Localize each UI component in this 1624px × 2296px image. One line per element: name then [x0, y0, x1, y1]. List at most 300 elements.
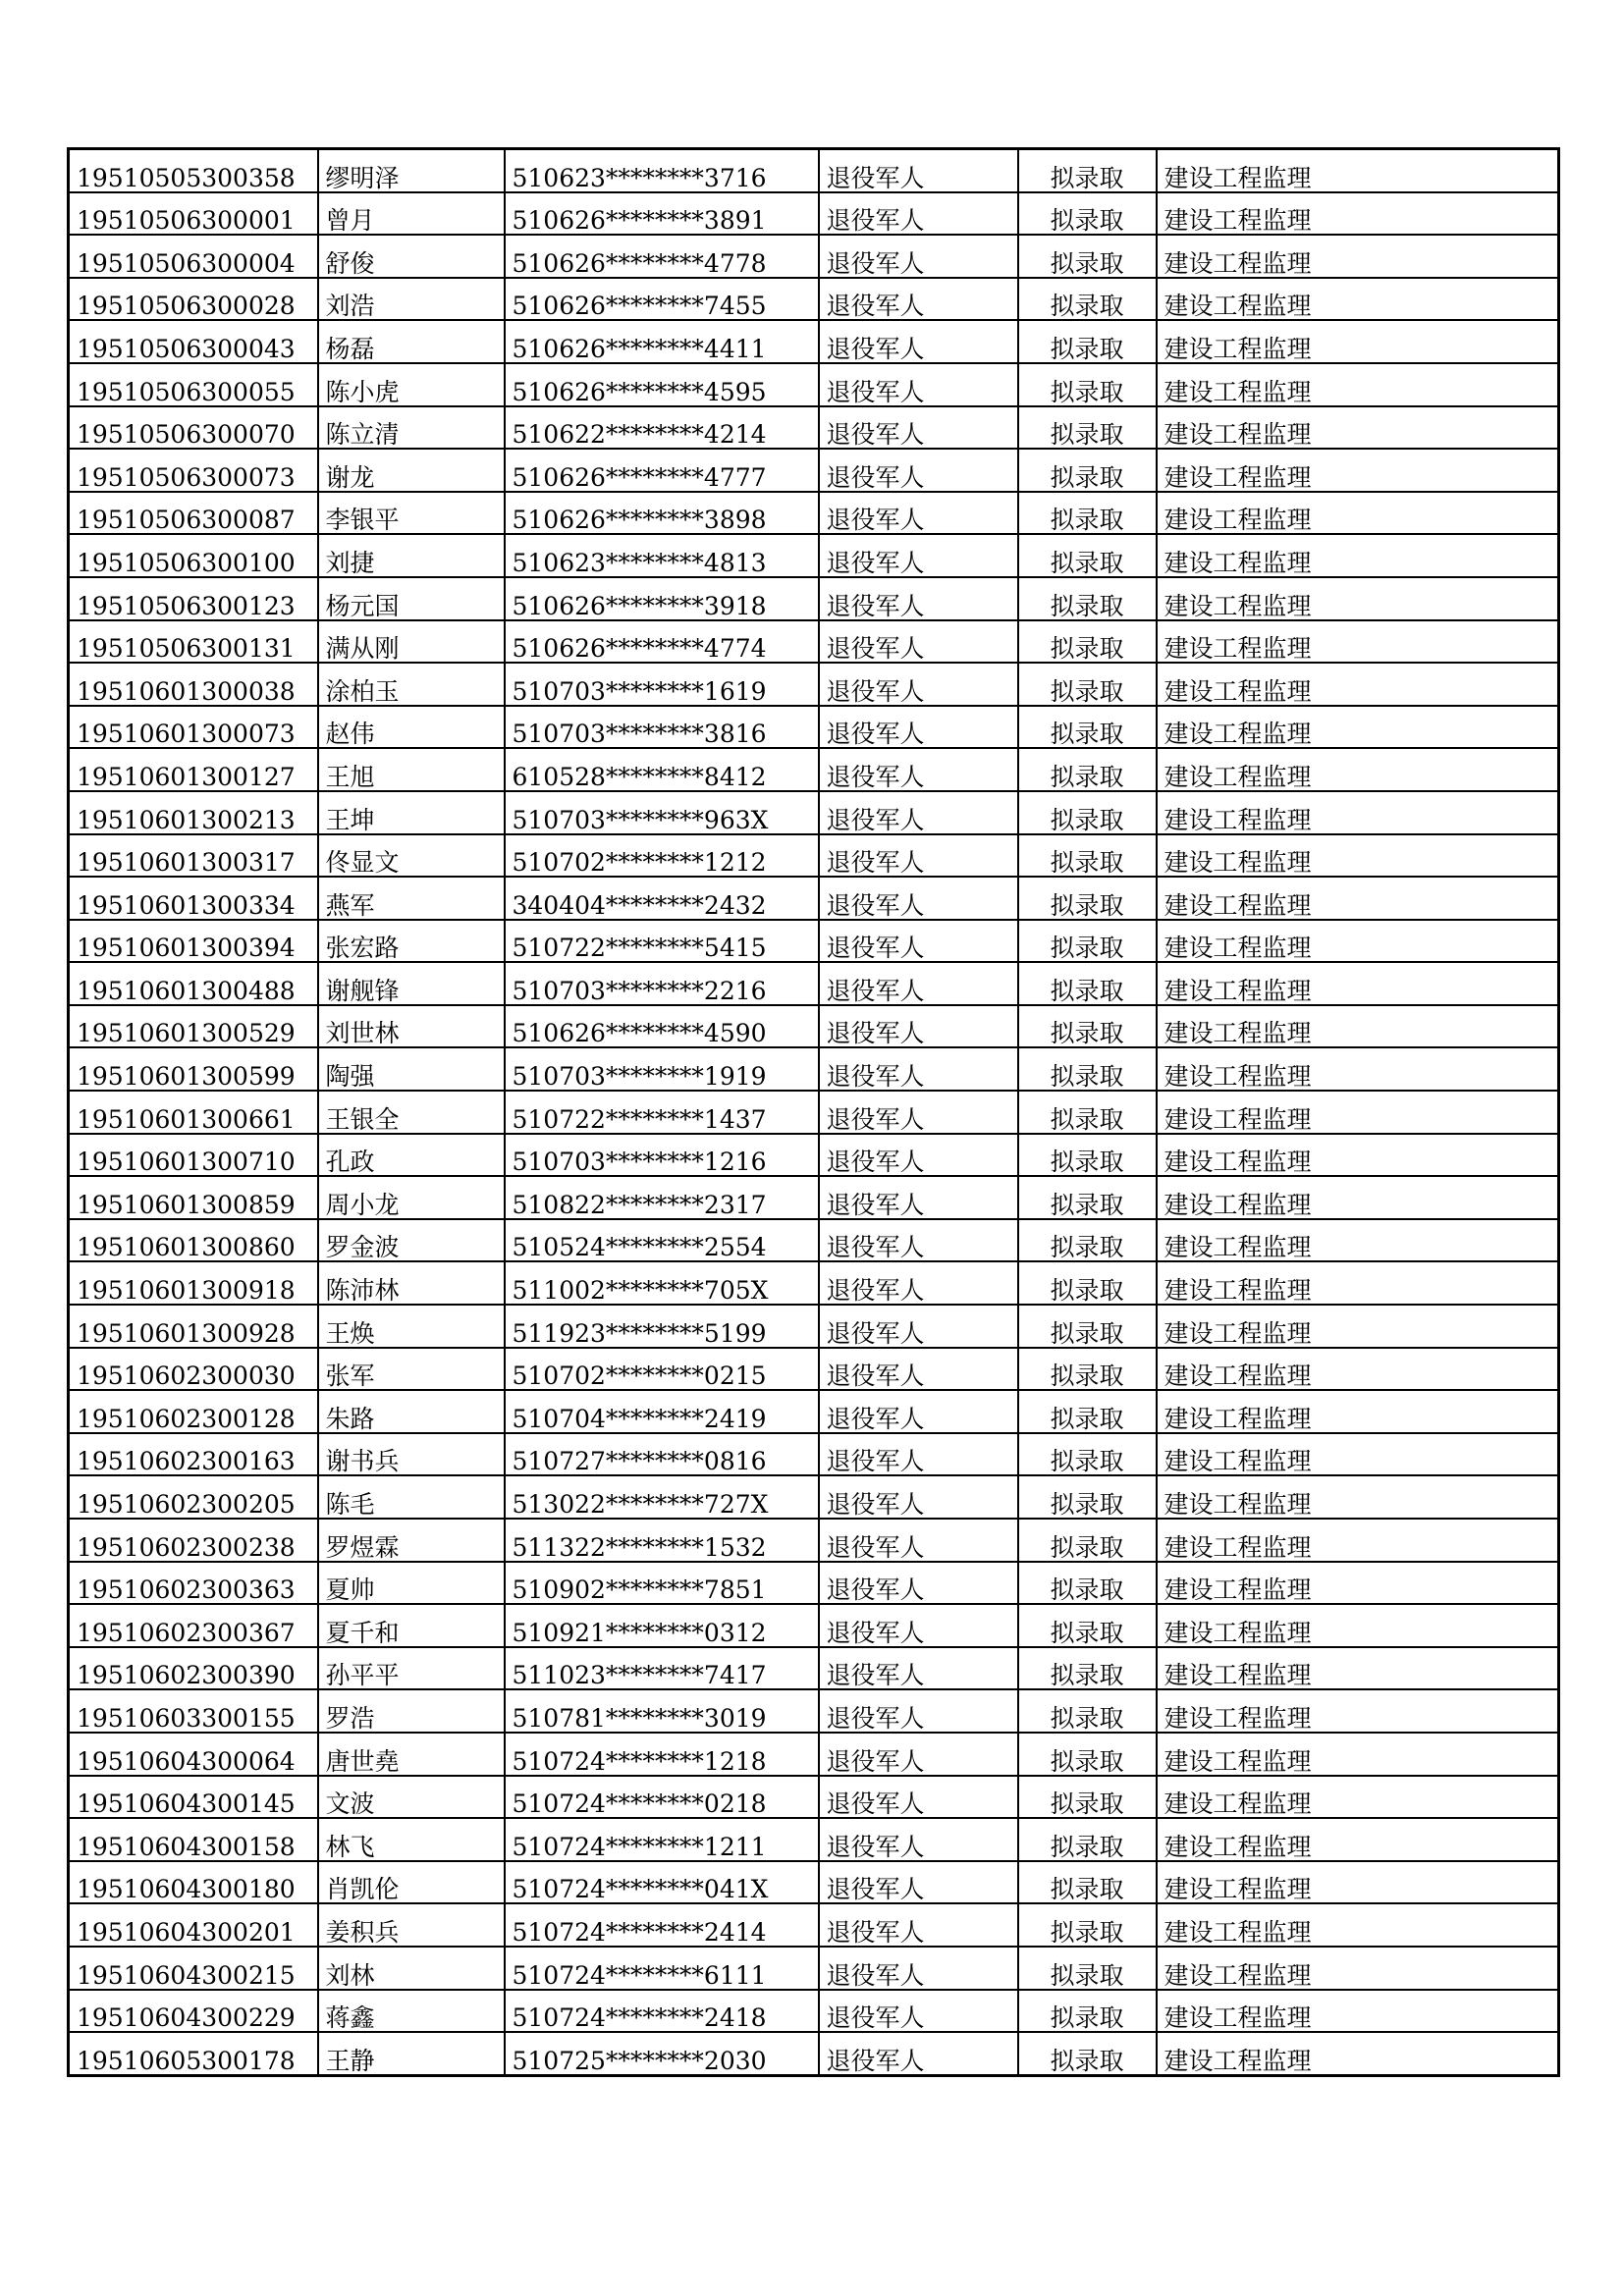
name-cell: 周小龙: [318, 1176, 505, 1219]
status-cell: 拟录取: [1018, 492, 1157, 535]
id-number-cell: 510781********3019: [505, 1689, 819, 1733]
status-cell: 拟录取: [1018, 577, 1157, 620]
id-number-cell: 510703********1619: [505, 663, 819, 706]
major-cell: 建设工程监理: [1157, 1562, 1559, 1605]
exam-number-cell: 19510602300363: [69, 1562, 318, 1605]
table-row: [69, 363, 1559, 406]
status-cell: 拟录取: [1018, 1134, 1157, 1177]
category-cell: 退役军人: [819, 577, 1018, 620]
major-cell: 建设工程监理: [1157, 1219, 1559, 1262]
category-cell: 退役军人: [819, 492, 1018, 535]
category-cell: 退役军人: [819, 1818, 1018, 1861]
name-cell: 刘浩: [318, 278, 505, 321]
table-row: [69, 1903, 1559, 1947]
table-row: [69, 1348, 1559, 1391]
exam-number-cell: 19510604300158: [69, 1818, 318, 1861]
id-number-cell: 510626********7455: [505, 278, 819, 321]
table-row: [69, 492, 1559, 535]
name-cell: 夏千和: [318, 1604, 505, 1647]
name-cell: 王银全: [318, 1091, 505, 1134]
status-cell: 拟录取: [1018, 278, 1157, 321]
table-row: [69, 278, 1559, 321]
major-cell: 建设工程监理: [1157, 663, 1559, 706]
category-cell: 退役军人: [819, 620, 1018, 664]
name-cell: 王静: [318, 2032, 505, 2075]
table-row: [69, 1947, 1559, 1990]
name-cell: 李银平: [318, 492, 505, 535]
name-cell: 燕军: [318, 877, 505, 920]
table-row: [69, 962, 1559, 1005]
id-number-cell: 510724********2418: [505, 1990, 819, 2033]
category-cell: 退役军人: [819, 278, 1018, 321]
name-cell: 夏帅: [318, 1562, 505, 1605]
status-cell: 拟录取: [1018, 1947, 1157, 1990]
id-number-cell: 510724********2414: [505, 1903, 819, 1947]
status-cell: 拟录取: [1018, 235, 1157, 278]
exam-number-cell: 19510601300488: [69, 962, 318, 1005]
exam-number-cell: 19510601300317: [69, 834, 318, 878]
major-cell: 建设工程监理: [1157, 1005, 1559, 1048]
id-number-cell: 511002********705X: [505, 1261, 819, 1305]
exam-number-cell: 19510601300599: [69, 1047, 318, 1091]
major-cell: 建设工程监理: [1157, 1776, 1559, 1819]
table-row: [69, 1219, 1559, 1262]
table-row: [69, 2032, 1559, 2075]
category-cell: 退役军人: [819, 1475, 1018, 1519]
table-row: [69, 192, 1559, 236]
category-cell: 退役军人: [819, 1047, 1018, 1091]
status-cell: 拟录取: [1018, 877, 1157, 920]
status-cell: 拟录取: [1018, 1433, 1157, 1476]
id-number-cell: 510623********3716: [505, 149, 819, 192]
category-cell: 退役军人: [819, 363, 1018, 406]
status-cell: 拟录取: [1018, 192, 1157, 236]
id-number-cell: 510623********4813: [505, 534, 819, 577]
major-cell: 建设工程监理: [1157, 1947, 1559, 1990]
id-number-cell: 513022********727X: [505, 1475, 819, 1519]
exam-number-cell: 19510506300004: [69, 235, 318, 278]
name-cell: 刘世林: [318, 1005, 505, 1048]
exam-number-cell: 19510602300030: [69, 1348, 318, 1391]
status-cell: 拟录取: [1018, 663, 1157, 706]
exam-number-cell: 19510604300201: [69, 1903, 318, 1947]
category-cell: 退役军人: [819, 1433, 1018, 1476]
name-cell: 张军: [318, 1348, 505, 1391]
table-row: [69, 1647, 1559, 1690]
id-number-cell: 510626********4595: [505, 363, 819, 406]
exam-number-cell: 19510604300215: [69, 1947, 318, 1990]
table-row: [69, 620, 1559, 664]
table-row: [69, 1047, 1559, 1091]
table-row: [69, 1519, 1559, 1562]
exam-number-cell: 19510602300390: [69, 1647, 318, 1690]
table-row: [69, 1261, 1559, 1305]
name-cell: 唐世堯: [318, 1733, 505, 1776]
table-row: [69, 1818, 1559, 1861]
name-cell: 刘捷: [318, 534, 505, 577]
status-cell: 拟录取: [1018, 1475, 1157, 1519]
status-cell: 拟录取: [1018, 1689, 1157, 1733]
exam-number-cell: 19510604300145: [69, 1776, 318, 1819]
table-row: [69, 320, 1559, 363]
status-cell: 拟录取: [1018, 962, 1157, 1005]
exam-number-cell: 19510506300055: [69, 363, 318, 406]
name-cell: 谢书兵: [318, 1433, 505, 1476]
status-cell: 拟录取: [1018, 1818, 1157, 1861]
name-cell: 陈毛: [318, 1475, 505, 1519]
id-number-cell: 510725********2030: [505, 2032, 819, 2075]
category-cell: 退役军人: [819, 1348, 1018, 1391]
table-row: [69, 1861, 1559, 1904]
name-cell: 谢龙: [318, 449, 505, 492]
id-number-cell: 510626********4590: [505, 1005, 819, 1048]
name-cell: 杨元国: [318, 577, 505, 620]
status-cell: 拟录取: [1018, 1047, 1157, 1091]
table-row: [69, 1433, 1559, 1476]
status-cell: 拟录取: [1018, 2032, 1157, 2075]
id-number-cell: 510724********1218: [505, 1733, 819, 1776]
id-number-cell: 510626********3891: [505, 192, 819, 236]
name-cell: 朱路: [318, 1390, 505, 1433]
status-cell: 拟录取: [1018, 449, 1157, 492]
table-row: [69, 1733, 1559, 1776]
status-cell: 拟录取: [1018, 1176, 1157, 1219]
id-number-cell: 510702********0215: [505, 1348, 819, 1391]
major-cell: 建设工程监理: [1157, 1047, 1559, 1091]
status-cell: 拟录取: [1018, 1733, 1157, 1776]
status-cell: 拟录取: [1018, 1776, 1157, 1819]
major-cell: 建设工程监理: [1157, 1134, 1559, 1177]
id-number-cell: 510822********2317: [505, 1176, 819, 1219]
admission-list-body: [69, 149, 1559, 2076]
category-cell: 退役军人: [819, 1861, 1018, 1904]
exam-number-cell: 19510601300918: [69, 1261, 318, 1305]
id-number-cell: 510703********1919: [505, 1047, 819, 1091]
table-row: [69, 406, 1559, 450]
name-cell: 赵伟: [318, 706, 505, 749]
table-row: [69, 791, 1559, 834]
id-number-cell: 510703********2216: [505, 962, 819, 1005]
category-cell: 退役军人: [819, 149, 1018, 192]
name-cell: 缪明泽: [318, 149, 505, 192]
major-cell: 建设工程监理: [1157, 1990, 1559, 2033]
table-row: [69, 834, 1559, 878]
status-cell: 拟录取: [1018, 1990, 1157, 2033]
name-cell: 陈立清: [318, 406, 505, 450]
exam-number-cell: 19510601300661: [69, 1091, 318, 1134]
major-cell: 建设工程监理: [1157, 1305, 1559, 1348]
table-row: [69, 1134, 1559, 1177]
name-cell: 王旭: [318, 748, 505, 791]
id-number-cell: 510722********5415: [505, 920, 819, 963]
exam-number-cell: 19510601300213: [69, 791, 318, 834]
major-cell: 建设工程监理: [1157, 1647, 1559, 1690]
id-number-cell: 340404********2432: [505, 877, 819, 920]
category-cell: 退役军人: [819, 877, 1018, 920]
major-cell: 建设工程监理: [1157, 1433, 1559, 1476]
name-cell: 涂柏玉: [318, 663, 505, 706]
name-cell: 罗煜霖: [318, 1519, 505, 1562]
status-cell: 拟录取: [1018, 1390, 1157, 1433]
category-cell: 退役军人: [819, 1261, 1018, 1305]
name-cell: 陈小虎: [318, 363, 505, 406]
table-row: [69, 1390, 1559, 1433]
name-cell: 罗浩: [318, 1689, 505, 1733]
id-number-cell: 510626********3898: [505, 492, 819, 535]
major-cell: 建设工程监理: [1157, 492, 1559, 535]
table-row: [69, 920, 1559, 963]
id-number-cell: 510626********4774: [505, 620, 819, 664]
id-number-cell: 510703********963X: [505, 791, 819, 834]
table-row: [69, 149, 1559, 192]
category-cell: 退役军人: [819, 1091, 1018, 1134]
category-cell: 退役军人: [819, 1647, 1018, 1690]
name-cell: 舒俊: [318, 235, 505, 278]
major-cell: 建设工程监理: [1157, 1091, 1559, 1134]
exam-number-cell: 19510601300127: [69, 748, 318, 791]
category-cell: 退役军人: [819, 1903, 1018, 1947]
status-cell: 拟录取: [1018, 1562, 1157, 1605]
major-cell: 建设工程监理: [1157, 577, 1559, 620]
category-cell: 退役军人: [819, 1604, 1018, 1647]
major-cell: 建设工程监理: [1157, 962, 1559, 1005]
exam-number-cell: 19510601300928: [69, 1305, 318, 1348]
category-cell: 退役军人: [819, 920, 1018, 963]
major-cell: 建设工程监理: [1157, 706, 1559, 749]
id-number-cell: 510626********4411: [505, 320, 819, 363]
category-cell: 退役军人: [819, 449, 1018, 492]
name-cell: 曾月: [318, 192, 505, 236]
table-row: [69, 1562, 1559, 1605]
category-cell: 退役军人: [819, 1776, 1018, 1819]
major-cell: 建设工程监理: [1157, 1348, 1559, 1391]
id-number-cell: 510902********7851: [505, 1562, 819, 1605]
name-cell: 蒋鑫: [318, 1990, 505, 2033]
status-cell: 拟录取: [1018, 1305, 1157, 1348]
id-number-cell: 510724********6111: [505, 1947, 819, 1990]
exam-number-cell: 19510604300064: [69, 1733, 318, 1776]
name-cell: 张宏路: [318, 920, 505, 963]
major-cell: 建设工程监理: [1157, 920, 1559, 963]
major-cell: 建设工程监理: [1157, 1818, 1559, 1861]
id-number-cell: 510724********0218: [505, 1776, 819, 1819]
major-cell: 建设工程监理: [1157, 1475, 1559, 1519]
exam-number-cell: 19510602300367: [69, 1604, 318, 1647]
status-cell: 拟录取: [1018, 1519, 1157, 1562]
table-row: [69, 235, 1559, 278]
name-cell: 刘林: [318, 1947, 505, 1990]
major-cell: 建设工程监理: [1157, 363, 1559, 406]
major-cell: 建设工程监理: [1157, 406, 1559, 450]
name-cell: 孙平平: [318, 1647, 505, 1690]
status-cell: 拟录取: [1018, 1219, 1157, 1262]
name-cell: 王坤: [318, 791, 505, 834]
category-cell: 退役军人: [819, 1519, 1018, 1562]
exam-number-cell: 19510602300163: [69, 1433, 318, 1476]
table-row: [69, 748, 1559, 791]
exam-number-cell: 19510604300229: [69, 1990, 318, 2033]
id-number-cell: 510702********1212: [505, 834, 819, 878]
name-cell: 陶强: [318, 1047, 505, 1091]
category-cell: 退役军人: [819, 1733, 1018, 1776]
name-cell: 文波: [318, 1776, 505, 1819]
major-cell: 建设工程监理: [1157, 834, 1559, 878]
id-number-cell: 510524********2554: [505, 1219, 819, 1262]
exam-number-cell: 19510601300038: [69, 663, 318, 706]
major-cell: 建设工程监理: [1157, 748, 1559, 791]
name-cell: 谢舰锋: [318, 962, 505, 1005]
id-number-cell: 511023********7417: [505, 1647, 819, 1690]
category-cell: 退役军人: [819, 1390, 1018, 1433]
status-cell: 拟录取: [1018, 791, 1157, 834]
exam-number-cell: 19510602300128: [69, 1390, 318, 1433]
category-cell: 退役军人: [819, 534, 1018, 577]
major-cell: 建设工程监理: [1157, 1689, 1559, 1733]
id-number-cell: 511322********1532: [505, 1519, 819, 1562]
status-cell: 拟录取: [1018, 320, 1157, 363]
major-cell: 建设工程监理: [1157, 1176, 1559, 1219]
major-cell: 建设工程监理: [1157, 1903, 1559, 1947]
exam-number-cell: 19510601300073: [69, 706, 318, 749]
table-row: [69, 1176, 1559, 1219]
status-cell: 拟录取: [1018, 1091, 1157, 1134]
category-cell: 退役军人: [819, 748, 1018, 791]
status-cell: 拟录取: [1018, 920, 1157, 963]
exam-number-cell: 19510603300155: [69, 1689, 318, 1733]
admission-list-table: [67, 147, 1560, 2077]
exam-number-cell: 19510506300123: [69, 577, 318, 620]
category-cell: 退役军人: [819, 962, 1018, 1005]
exam-number-cell: 19510506300087: [69, 492, 318, 535]
name-cell: 林飞: [318, 1818, 505, 1861]
id-number-cell: 510626********3918: [505, 577, 819, 620]
id-number-cell: 510703********3816: [505, 706, 819, 749]
table-row: [69, 534, 1559, 577]
major-cell: 建设工程监理: [1157, 1604, 1559, 1647]
status-cell: 拟录取: [1018, 706, 1157, 749]
id-number-cell: 510626********4778: [505, 235, 819, 278]
name-cell: 陈沛林: [318, 1261, 505, 1305]
id-number-cell: 510703********1216: [505, 1134, 819, 1177]
exam-number-cell: 19510604300180: [69, 1861, 318, 1904]
major-cell: 建设工程监理: [1157, 620, 1559, 664]
exam-number-cell: 19510506300001: [69, 192, 318, 236]
exam-number-cell: 19510602300238: [69, 1519, 318, 1562]
table-row: [69, 663, 1559, 706]
major-cell: 建设工程监理: [1157, 877, 1559, 920]
exam-number-cell: 19510505300358: [69, 149, 318, 192]
table-row: [69, 1776, 1559, 1819]
id-number-cell: 510704********2419: [505, 1390, 819, 1433]
major-cell: 建设工程监理: [1157, 192, 1559, 236]
status-cell: 拟录取: [1018, 1261, 1157, 1305]
exam-number-cell: 19510601300859: [69, 1176, 318, 1219]
category-cell: 退役军人: [819, 834, 1018, 878]
id-number-cell: 510921********0312: [505, 1604, 819, 1647]
exam-number-cell: 19510601300529: [69, 1005, 318, 1048]
id-number-cell: 510622********4214: [505, 406, 819, 450]
status-cell: 拟录取: [1018, 149, 1157, 192]
table-row: [69, 1475, 1559, 1519]
id-number-cell: 510626********4777: [505, 449, 819, 492]
exam-number-cell: 19510601300710: [69, 1134, 318, 1177]
id-number-cell: 610528********8412: [505, 748, 819, 791]
table-row: [69, 877, 1559, 920]
name-cell: 孔政: [318, 1134, 505, 1177]
category-cell: 退役军人: [819, 1947, 1018, 1990]
category-cell: 退役军人: [819, 1305, 1018, 1348]
exam-number-cell: 19510506300131: [69, 620, 318, 664]
status-cell: 拟录取: [1018, 1647, 1157, 1690]
name-cell: 姜积兵: [318, 1903, 505, 1947]
category-cell: 退役军人: [819, 1005, 1018, 1048]
category-cell: 退役军人: [819, 663, 1018, 706]
major-cell: 建设工程监理: [1157, 149, 1559, 192]
table-row: [69, 1689, 1559, 1733]
id-number-cell: 510722********1437: [505, 1091, 819, 1134]
major-cell: 建设工程监理: [1157, 449, 1559, 492]
exam-number-cell: 19510506300070: [69, 406, 318, 450]
status-cell: 拟录取: [1018, 406, 1157, 450]
major-cell: 建设工程监理: [1157, 534, 1559, 577]
exam-number-cell: 19510506300043: [69, 320, 318, 363]
table-row: [69, 1091, 1559, 1134]
major-cell: 建设工程监理: [1157, 1390, 1559, 1433]
status-cell: 拟录取: [1018, 1348, 1157, 1391]
category-cell: 退役军人: [819, 1219, 1018, 1262]
major-cell: 建设工程监理: [1157, 278, 1559, 321]
category-cell: 退役军人: [819, 1689, 1018, 1733]
category-cell: 退役军人: [819, 1134, 1018, 1177]
exam-number-cell: 19510506300028: [69, 278, 318, 321]
id-number-cell: 510724********1211: [505, 1818, 819, 1861]
category-cell: 退役军人: [819, 2032, 1018, 2075]
category-cell: 退役军人: [819, 320, 1018, 363]
table-row: [69, 1990, 1559, 2033]
category-cell: 退役军人: [819, 1176, 1018, 1219]
exam-number-cell: 19510601300394: [69, 920, 318, 963]
table-row: [69, 577, 1559, 620]
id-number-cell: 510724********041X: [505, 1861, 819, 1904]
name-cell: 佟显文: [318, 834, 505, 878]
category-cell: 退役军人: [819, 235, 1018, 278]
status-cell: 拟录取: [1018, 620, 1157, 664]
major-cell: 建设工程监理: [1157, 1733, 1559, 1776]
table-row: [69, 1604, 1559, 1647]
table-row: [69, 449, 1559, 492]
status-cell: 拟录取: [1018, 748, 1157, 791]
category-cell: 退役军人: [819, 192, 1018, 236]
major-cell: 建设工程监理: [1157, 235, 1559, 278]
name-cell: 罗金波: [318, 1219, 505, 1262]
status-cell: 拟录取: [1018, 1005, 1157, 1048]
status-cell: 拟录取: [1018, 834, 1157, 878]
category-cell: 退役军人: [819, 406, 1018, 450]
status-cell: 拟录取: [1018, 534, 1157, 577]
table-row: [69, 1005, 1559, 1048]
category-cell: 退役军人: [819, 706, 1018, 749]
status-cell: 拟录取: [1018, 363, 1157, 406]
status-cell: 拟录取: [1018, 1903, 1157, 1947]
name-cell: 肖凯伦: [318, 1861, 505, 1904]
name-cell: 杨磊: [318, 320, 505, 363]
major-cell: 建设工程监理: [1157, 1861, 1559, 1904]
category-cell: 退役军人: [819, 1990, 1018, 2033]
exam-number-cell: 19510506300100: [69, 534, 318, 577]
name-cell: 王焕: [318, 1305, 505, 1348]
table-row: [69, 706, 1559, 749]
category-cell: 退役军人: [819, 791, 1018, 834]
